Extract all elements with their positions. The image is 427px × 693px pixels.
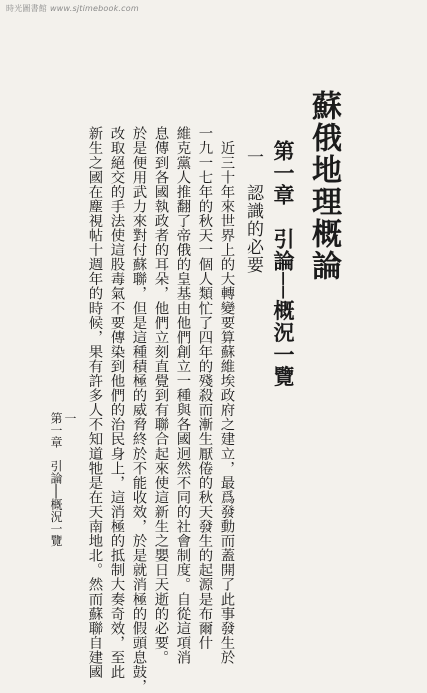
section-title: 一 認識的必要 [243, 148, 263, 274]
chapter-title: 第一章 引論──概況一覽 [271, 140, 296, 388]
body-line: 於是便用武力來對付蘇聯，但是這種積極的威脅終於不能收效，於是就消極的假頭息鼓， [130, 126, 147, 693]
page-number: 一 [63, 412, 77, 424]
body-line: 新生之國在塵視帖十週年的時候，果有許多人不知道牠是在天南地北。然而蘇聯自建國 [86, 126, 103, 679]
watermark [6, 3, 139, 14]
watermark-site: 時光圖書館 [6, 4, 47, 13]
watermark-url: www.sjtimebook.com [50, 4, 139, 13]
body-line: 改取絕交的手法使這股毒氣不要傳染到他們的治民身上，這消極的抵制大奏奇效，至此 [108, 126, 125, 679]
book-title: 蘇俄地理概論 [306, 90, 341, 282]
running-head: 第一章 引論──概況一覽 [49, 412, 63, 547]
body-line: 息傳到各國執政者的耳朵，他們立刻直覺到有聯合起來使這新生之嬰日天逝的必要。 [152, 126, 169, 665]
body-line: 一九一七年的秋天一個人類忙了四年的殘殺而漸生厭倦的秋天發生的起源是布爾什 [196, 126, 213, 650]
body-line: 維克黨人推翻了帝俄的皇基由他們創立一種與各國迥然不同的社會制度。自從這項消 [174, 126, 191, 665]
body-line: 近三十年來世界上的大轉變要算蘇維埃政府之建立，最爲發動而蓋開了此事發生於 [218, 126, 235, 665]
